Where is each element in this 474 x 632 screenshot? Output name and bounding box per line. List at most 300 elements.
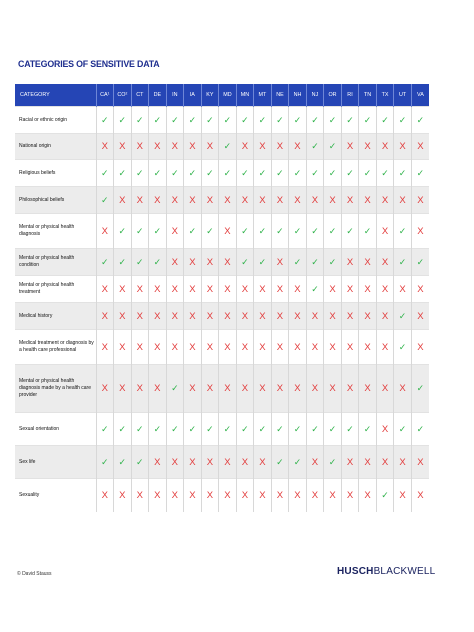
check-icon: ✓ [188, 423, 197, 434]
mark-cell [149, 134, 167, 160]
header-row [15, 84, 429, 107]
x-mark-icon: X [364, 341, 371, 353]
check-icon: ✓ [328, 423, 337, 434]
mark-cell [149, 249, 167, 276]
mark-cell [289, 107, 307, 134]
x-mark-icon: X [241, 194, 249, 206]
mark-cell [394, 160, 412, 187]
mark-cell [359, 413, 377, 446]
x-mark-icon: X [189, 256, 196, 268]
x-mark-icon: X [259, 283, 266, 295]
x-mark-icon: X [364, 310, 371, 322]
mark-cell [149, 160, 167, 187]
x-mark-icon: X [311, 383, 319, 394]
x-mark-icon: X [364, 383, 371, 394]
mark-cell [341, 413, 359, 446]
x-mark-icon: X [206, 283, 214, 295]
x-mark-icon: X [189, 283, 196, 295]
x-mark-icon: X [294, 194, 301, 206]
mark-cell [341, 187, 359, 214]
mark-cell [359, 187, 377, 214]
mark-cell [114, 446, 132, 479]
mark-cell [254, 214, 272, 249]
mark-cell [376, 134, 394, 160]
check-icon: ✓ [188, 114, 197, 125]
mark-cell [114, 276, 132, 303]
check-icon: ✓ [101, 256, 109, 267]
x-mark-icon: X [154, 141, 161, 152]
check-icon: ✓ [118, 423, 127, 434]
mark-cell [376, 479, 394, 512]
mark-cell [184, 160, 202, 187]
table-row [15, 446, 429, 479]
mark-cell [254, 413, 272, 446]
check-icon: ✓ [328, 225, 337, 236]
mark-cell [394, 249, 412, 276]
mark-cell [324, 107, 342, 134]
mark-cell [131, 187, 149, 214]
mark-cell [324, 276, 342, 303]
x-mark-icon: X [171, 194, 179, 206]
mark-cell [201, 330, 219, 365]
check-icon: ✓ [258, 256, 267, 267]
mark-cell [411, 107, 429, 134]
mark-cell [236, 446, 254, 479]
mark-cell [131, 446, 149, 479]
mark-cell [184, 134, 202, 160]
mark-cell [359, 249, 377, 276]
mark-cell [114, 303, 132, 330]
x-mark-icon: X [276, 341, 284, 353]
check-icon: ✓ [346, 167, 354, 178]
x-mark-icon: X [101, 489, 108, 501]
x-mark-icon: X [136, 310, 143, 322]
x-mark-icon: X [399, 194, 406, 206]
mark-cell [376, 276, 394, 303]
category-cell: Mental or physical health treatment [15, 276, 96, 303]
mark-cell [201, 413, 219, 446]
state-header-1: CO² [114, 84, 132, 107]
mark-cell [341, 160, 359, 187]
x-mark-icon: X [206, 383, 214, 394]
mark-cell [394, 214, 412, 249]
check-icon: ✓ [398, 256, 407, 267]
mark-cell [271, 214, 289, 249]
mark-cell [324, 446, 342, 479]
x-mark-icon: X [189, 141, 196, 152]
mark-cell [411, 160, 429, 187]
mark-cell [324, 134, 342, 160]
mark-cell [306, 413, 324, 446]
mark-cell [96, 479, 114, 512]
state-header-13: OR [324, 84, 342, 107]
state-header-0: CA¹ [96, 84, 114, 107]
x-mark-icon: X [259, 194, 266, 206]
mark-cell [219, 365, 237, 413]
mark-cell [201, 479, 219, 512]
x-mark-icon: X [101, 341, 108, 353]
x-mark-icon: X [259, 383, 266, 394]
state-header-8: MN [236, 84, 254, 107]
mark-cell [271, 107, 289, 134]
mark-cell [114, 479, 132, 512]
mark-cell [219, 330, 237, 365]
x-mark-icon: X [241, 456, 249, 468]
mark-cell [376, 249, 394, 276]
x-mark-icon: X [136, 194, 143, 206]
mark-cell [184, 214, 202, 249]
check-icon: ✓ [276, 167, 284, 178]
x-mark-icon: X [119, 283, 126, 295]
check-icon: ✓ [276, 225, 284, 236]
x-mark-icon: X [189, 383, 196, 394]
mark-cell [359, 160, 377, 187]
mark-cell [114, 413, 132, 446]
x-mark-icon: X [154, 310, 161, 322]
x-mark-icon: X [241, 489, 249, 501]
x-mark-icon: X [206, 256, 214, 268]
x-mark-icon: X [171, 489, 179, 501]
x-mark-icon: X [381, 423, 389, 435]
x-mark-icon: X [154, 489, 161, 501]
x-mark-icon: X [276, 194, 284, 206]
mark-cell [324, 187, 342, 214]
mark-cell [306, 276, 324, 303]
mark-cell [411, 365, 429, 413]
mark-cell [359, 330, 377, 365]
x-mark-icon: X [364, 141, 371, 152]
x-mark-icon: X [224, 341, 231, 353]
check-icon: ✓ [153, 167, 162, 178]
x-mark-icon: X [171, 141, 179, 152]
mark-cell [219, 413, 237, 446]
mark-cell [306, 365, 324, 413]
check-icon: ✓ [328, 167, 337, 178]
mark-cell [166, 160, 184, 187]
x-mark-icon: X [224, 310, 231, 322]
x-mark-icon: X [329, 383, 336, 394]
mark-cell [149, 330, 167, 365]
mark-cell [166, 187, 184, 214]
x-mark-icon: X [154, 194, 161, 206]
mark-cell [201, 214, 219, 249]
check-icon: ✓ [153, 256, 162, 267]
check-icon: ✓ [328, 456, 337, 467]
mark-cell [289, 276, 307, 303]
mark-cell [219, 134, 237, 160]
x-mark-icon: X [101, 383, 108, 394]
mark-cell [254, 187, 272, 214]
x-mark-icon: X [381, 310, 389, 322]
x-mark-icon: X [294, 283, 301, 295]
x-mark-icon: X [171, 456, 179, 468]
check-icon: ✓ [311, 225, 319, 236]
logo-part-1: HUSCH [337, 566, 374, 577]
mark-cell [341, 479, 359, 512]
x-mark-icon: X [294, 310, 301, 322]
x-mark-icon: X [119, 341, 126, 353]
mark-cell [289, 160, 307, 187]
mark-cell [201, 134, 219, 160]
x-mark-icon: X [259, 141, 266, 152]
mark-cell [271, 413, 289, 446]
x-mark-icon: X [276, 310, 284, 322]
mark-cell [289, 413, 307, 446]
x-mark-icon: X [381, 283, 389, 295]
mark-cell [166, 446, 184, 479]
check-icon: ✓ [293, 167, 302, 178]
x-mark-icon: X [119, 194, 126, 206]
x-mark-icon: X [364, 194, 371, 206]
mark-cell [184, 303, 202, 330]
category-cell: Philosophical beliefs [15, 187, 96, 214]
check-icon: ✓ [416, 383, 425, 393]
mark-cell [114, 107, 132, 134]
mark-cell [149, 187, 167, 214]
check-icon: ✓ [311, 423, 319, 434]
mark-cell [184, 276, 202, 303]
mark-cell [96, 446, 114, 479]
x-mark-icon: X [189, 489, 196, 501]
mark-cell [289, 330, 307, 365]
mark-cell [184, 365, 202, 413]
x-mark-icon: X [119, 310, 126, 322]
mark-cell [271, 365, 289, 413]
x-mark-icon: X [364, 489, 371, 501]
mark-cell [411, 479, 429, 512]
x-mark-icon: X [399, 283, 406, 295]
mark-cell [184, 107, 202, 134]
mark-cell [96, 330, 114, 365]
mark-cell [236, 134, 254, 160]
check-icon: ✓ [241, 225, 249, 236]
check-icon: ✓ [398, 423, 407, 434]
check-icon: ✓ [363, 225, 372, 236]
mark-cell [289, 134, 307, 160]
state-header-2: CT [131, 84, 149, 107]
mark-cell [184, 479, 202, 512]
mark-cell [254, 107, 272, 134]
mark-cell [131, 479, 149, 512]
check-icon: ✓ [136, 456, 144, 467]
mark-cell [376, 330, 394, 365]
mark-cell [289, 214, 307, 249]
x-mark-icon: X [417, 141, 424, 152]
mark-cell [289, 479, 307, 512]
check-icon: ✓ [398, 225, 407, 236]
check-icon: ✓ [381, 167, 389, 178]
check-icon: ✓ [118, 225, 127, 236]
mark-cell [219, 107, 237, 134]
mark-cell [341, 214, 359, 249]
x-mark-icon: X [381, 194, 389, 206]
check-icon: ✓ [346, 225, 354, 236]
check-icon: ✓ [398, 114, 407, 125]
mark-cell [219, 187, 237, 214]
check-icon: ✓ [241, 167, 249, 178]
mark-cell [394, 479, 412, 512]
mark-cell [394, 446, 412, 479]
mark-cell [394, 365, 412, 413]
table-row [15, 413, 429, 446]
x-mark-icon: X [189, 310, 196, 322]
x-mark-icon: X [276, 283, 284, 295]
x-mark-icon: X [189, 341, 196, 353]
mark-cell [324, 413, 342, 446]
mark-cell [376, 214, 394, 249]
check-icon: ✓ [171, 423, 179, 434]
mark-cell [271, 134, 289, 160]
x-mark-icon: X [381, 456, 389, 468]
x-mark-icon: X [417, 194, 424, 206]
mark-cell [376, 160, 394, 187]
mark-cell [394, 276, 412, 303]
x-mark-icon: X [381, 256, 389, 268]
mark-cell [131, 107, 149, 134]
table-row [15, 479, 429, 512]
mark-cell [114, 134, 132, 160]
mark-cell [96, 160, 114, 187]
mark-cell [289, 446, 307, 479]
check-icon: ✓ [293, 256, 302, 267]
mark-cell [324, 303, 342, 330]
x-mark-icon: X [259, 489, 266, 501]
state-header-7: MD [219, 84, 237, 107]
mark-cell [411, 276, 429, 303]
mark-cell [149, 107, 167, 134]
mark-cell [359, 214, 377, 249]
x-mark-icon: X [311, 341, 319, 353]
x-mark-icon: X [346, 141, 354, 152]
state-header-17: UT [394, 84, 412, 107]
mark-cell [394, 187, 412, 214]
check-icon: ✓ [241, 114, 249, 125]
x-mark-icon: X [346, 341, 354, 353]
copyright-text: © David Stauss [17, 571, 52, 577]
check-icon: ✓ [381, 114, 389, 125]
check-icon: ✓ [223, 423, 232, 434]
mark-cell [201, 303, 219, 330]
mark-cell [306, 187, 324, 214]
mark-cell [411, 303, 429, 330]
check-icon: ✓ [363, 167, 372, 178]
x-mark-icon: X [399, 456, 406, 468]
mark-cell [411, 187, 429, 214]
x-mark-icon: X [276, 256, 284, 268]
mark-cell [236, 330, 254, 365]
mark-cell [306, 249, 324, 276]
check-icon: ✓ [136, 423, 144, 434]
mark-cell [166, 413, 184, 446]
mark-cell [411, 413, 429, 446]
mark-cell [201, 249, 219, 276]
mark-cell [236, 249, 254, 276]
mark-cell [289, 249, 307, 276]
mark-cell [114, 249, 132, 276]
check-icon: ✓ [206, 167, 214, 178]
mark-cell [394, 303, 412, 330]
mark-cell [149, 214, 167, 249]
x-mark-icon: X [154, 456, 161, 468]
check-icon: ✓ [136, 114, 144, 125]
x-mark-icon: X [364, 256, 371, 268]
check-icon: ✓ [223, 167, 232, 178]
mark-cell [341, 134, 359, 160]
x-mark-icon: X [294, 489, 301, 501]
mark-cell [376, 187, 394, 214]
category-cell: Sexuality [15, 479, 96, 512]
logo-part-2: BLACKWELL [373, 566, 436, 577]
mark-cell [166, 214, 184, 249]
check-icon: ✓ [188, 225, 197, 236]
x-mark-icon: X [224, 225, 231, 237]
check-icon: ✓ [206, 423, 214, 434]
mark-cell [219, 446, 237, 479]
mark-cell [359, 134, 377, 160]
category-cell: Mental or physical health condition [15, 249, 96, 276]
mark-cell [184, 330, 202, 365]
check-icon: ✓ [241, 423, 249, 434]
mark-cell [166, 365, 184, 413]
x-mark-icon: X [224, 283, 231, 295]
mark-cell [271, 446, 289, 479]
mark-cell [236, 479, 254, 512]
mark-cell [96, 365, 114, 413]
check-icon: ✓ [311, 283, 319, 294]
mark-cell [131, 160, 149, 187]
mark-cell [184, 249, 202, 276]
x-mark-icon: X [346, 383, 354, 394]
category-cell: Racial or ethnic origin [15, 107, 96, 134]
mark-cell [219, 160, 237, 187]
mark-cell [131, 303, 149, 330]
x-mark-icon: X [381, 225, 389, 237]
x-mark-icon: X [364, 283, 371, 295]
x-mark-icon: X [276, 383, 284, 394]
mark-cell [289, 187, 307, 214]
mark-cell [289, 303, 307, 330]
mark-cell [201, 187, 219, 214]
mark-cell [359, 446, 377, 479]
x-mark-icon: X [241, 310, 249, 322]
check-icon: ✓ [136, 256, 144, 267]
mark-cell [131, 276, 149, 303]
check-icon: ✓ [223, 141, 232, 151]
mark-cell [394, 134, 412, 160]
mark-cell [359, 303, 377, 330]
mark-cell [166, 107, 184, 134]
check-icon: ✓ [223, 114, 232, 125]
mark-cell [96, 134, 114, 160]
mark-cell [271, 330, 289, 365]
check-icon: ✓ [171, 383, 179, 393]
check-icon: ✓ [293, 456, 302, 467]
check-icon: ✓ [153, 225, 162, 236]
x-mark-icon: X [154, 341, 161, 353]
check-icon: ✓ [328, 256, 337, 267]
check-icon: ✓ [346, 114, 354, 125]
check-icon: ✓ [258, 225, 267, 236]
x-mark-icon: X [417, 283, 424, 295]
mark-cell [96, 249, 114, 276]
x-mark-icon: X [101, 283, 108, 295]
check-icon: ✓ [171, 114, 179, 125]
check-icon: ✓ [311, 167, 319, 178]
check-icon: ✓ [311, 141, 319, 151]
state-header-5: IA [184, 84, 202, 107]
mark-cell [411, 446, 429, 479]
mark-cell [114, 330, 132, 365]
